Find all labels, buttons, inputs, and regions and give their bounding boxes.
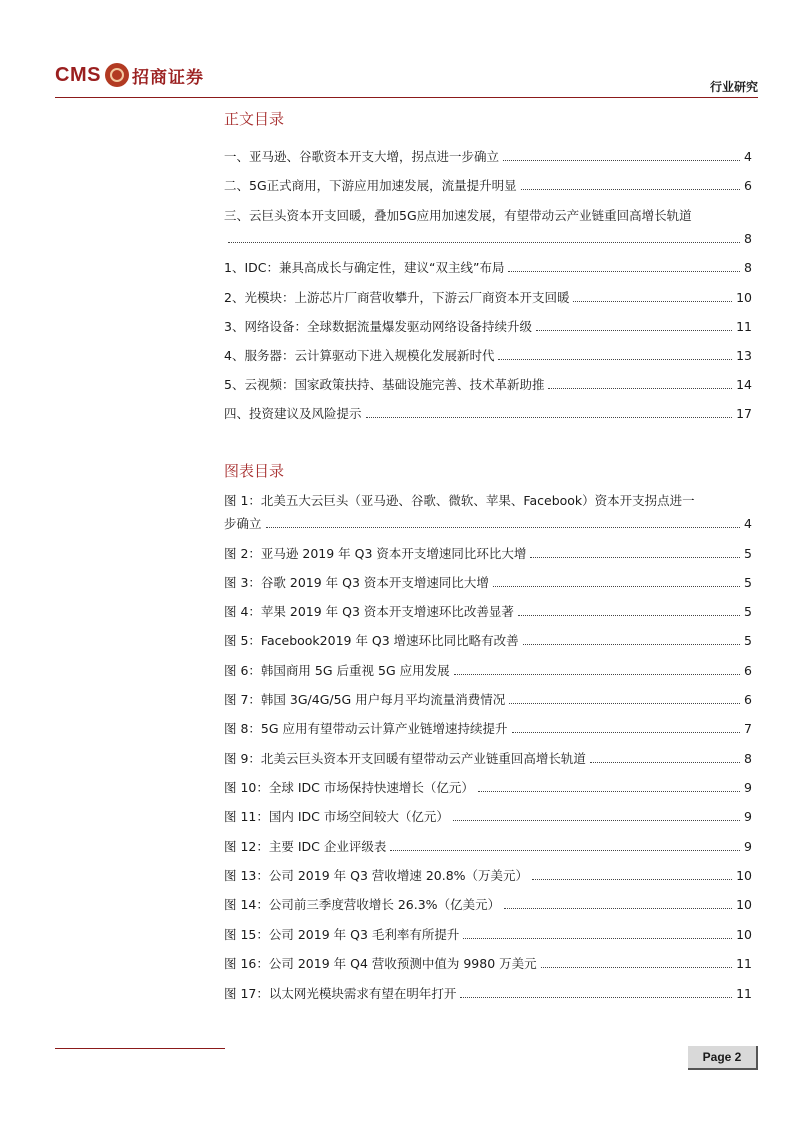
figure-entry[interactable] bbox=[224, 838, 752, 856]
figure-entry[interactable] bbox=[224, 662, 752, 680]
figure-entry[interactable] bbox=[224, 985, 752, 1003]
figure-entry[interactable] bbox=[224, 896, 752, 914]
toc-entry-text: 四、投资建议及风险提示 bbox=[224, 406, 362, 421]
figure-entry-text: 图 9：北美云巨头资本开支回暖有望带动云产业链重回高增长轨道 bbox=[224, 751, 586, 766]
figure-entry-text: 图 15：公司 2019 年 Q3 毛利率有所提升 bbox=[224, 927, 460, 942]
dot-leader bbox=[523, 643, 740, 645]
dot-leader bbox=[266, 526, 741, 528]
toc-entry[interactable] bbox=[224, 405, 752, 423]
figure-entry-page: 10 bbox=[736, 927, 752, 942]
figure-entry[interactable] bbox=[224, 867, 752, 885]
figure-entry[interactable] bbox=[224, 926, 752, 944]
toc-entry[interactable] bbox=[224, 289, 752, 307]
figure-entry-text: 步确立 bbox=[224, 516, 262, 531]
figures-title: 图表目录 bbox=[224, 462, 285, 480]
dot-leader bbox=[498, 358, 732, 360]
figure-entry-text: 图 17：以太网光模块需求有望在明年打开 bbox=[224, 986, 457, 1001]
dot-leader bbox=[504, 907, 732, 909]
toc-entry-text: 一、亚马逊、谷歌资本开支大增，拐点进一步确立 bbox=[224, 149, 500, 164]
figure-entry-page: 9 bbox=[744, 780, 752, 795]
figure-entry[interactable] bbox=[224, 750, 752, 768]
figure-entry-text: 图 1：北美五大云巨头（亚马逊、谷歌、微软、苹果、Facebook）资本开支拐点进一 bbox=[224, 493, 695, 508]
dot-leader bbox=[573, 300, 732, 302]
figure-entry[interactable] bbox=[224, 603, 752, 621]
dot-leader bbox=[508, 270, 740, 272]
figure-entry-page: 5 bbox=[744, 604, 752, 619]
figure-entry-page: 8 bbox=[744, 751, 752, 766]
toc-entry[interactable] bbox=[224, 207, 752, 225]
toc-entry[interactable] bbox=[224, 376, 752, 394]
toc-entry-page: 11 bbox=[736, 319, 752, 334]
toc-entry-text: 三、云巨头资本开支回暖，叠加5G应用加速发展，有望带动云产业链重回高增长轨道 bbox=[224, 208, 692, 223]
dot-leader bbox=[536, 329, 732, 331]
logo-seal-icon bbox=[105, 63, 129, 87]
dot-leader bbox=[454, 673, 740, 675]
figure-entry-text: 图 8：5G 应用有望带动云计算产业链增速持续提升 bbox=[224, 721, 508, 736]
figure-entry-page: 5 bbox=[744, 633, 752, 648]
figure-entry-text: 图 13：公司 2019 年 Q3 营收增速 20.8%（万美元） bbox=[224, 868, 529, 883]
toc-entry[interactable] bbox=[224, 230, 752, 248]
toc-entry-text: 1、IDC：兼具高成长与确定性，建议“双主线”布局 bbox=[224, 260, 505, 275]
figure-entry-text: 图 12：主要 IDC 企业评级表 bbox=[224, 839, 387, 854]
toc-entry[interactable] bbox=[224, 177, 752, 195]
toc-entry-text: 4、服务器：云计算驱动下进入规模化发展新时代 bbox=[224, 348, 495, 363]
dot-leader bbox=[478, 790, 740, 792]
figure-entry-page: 9 bbox=[744, 809, 752, 824]
section-label: 行业研究 bbox=[709, 80, 758, 94]
toc-entry-page: 17 bbox=[736, 406, 752, 421]
figure-entry-text: 图 6：韩国商用 5G 后重视 5G 应用发展 bbox=[224, 663, 450, 678]
toc-entry-text: 二、5G正式商用，下游应用加速发展，流量提升明显 bbox=[224, 178, 517, 193]
toc-entry[interactable] bbox=[224, 259, 752, 277]
figure-entry-text: 图 7：韩国 3G/4G/5G 用户每月平均流量消费情况 bbox=[224, 692, 506, 707]
header-divider bbox=[55, 97, 758, 98]
figure-entry-page: 10 bbox=[736, 868, 752, 883]
dot-leader bbox=[521, 188, 740, 190]
page-header bbox=[55, 58, 758, 98]
figure-entry-text: 图 5：Facebook2019 年 Q3 增速环比同比略有改善 bbox=[224, 633, 519, 648]
figure-entry-text: 图 14：公司前三季度营收增长 26.3%（亿美元） bbox=[224, 897, 501, 912]
figure-entry-page: 5 bbox=[744, 546, 752, 561]
figure-entry[interactable] bbox=[224, 574, 752, 592]
figure-entry-text: 图 16：公司 2019 年 Q4 营收预测中值为 9980 万美元 bbox=[224, 956, 537, 971]
dot-leader bbox=[512, 731, 741, 733]
toc-title: 正文目录 bbox=[224, 110, 285, 128]
toc-entry-page: 13 bbox=[736, 348, 752, 363]
toc-entry-page: 6 bbox=[744, 178, 752, 193]
dot-leader bbox=[532, 878, 732, 880]
toc-entry-text: 3、网络设备：全球数据流量爆发驱动网络设备持续升级 bbox=[224, 319, 532, 334]
dot-leader bbox=[518, 614, 740, 616]
figure-entry-page: 6 bbox=[744, 663, 752, 678]
figure-entry[interactable] bbox=[224, 632, 752, 650]
logo-chinese-text: 招商证券 bbox=[131, 67, 204, 88]
figure-entry-page: 7 bbox=[744, 721, 752, 736]
toc-entry[interactable] bbox=[224, 347, 752, 365]
dot-leader bbox=[493, 585, 740, 587]
toc-entry-page: 8 bbox=[744, 231, 752, 246]
dot-leader bbox=[228, 241, 740, 243]
dot-leader bbox=[590, 761, 740, 763]
footer-divider bbox=[55, 1048, 225, 1049]
figure-entry[interactable] bbox=[224, 545, 752, 563]
dot-leader bbox=[390, 849, 740, 851]
figure-entry[interactable] bbox=[224, 720, 752, 738]
dot-leader bbox=[541, 966, 732, 968]
figure-entry-page: 5 bbox=[744, 575, 752, 590]
toc-entry-page: 14 bbox=[736, 377, 752, 392]
toc-entry-text: 2、光模块：上游芯片厂商营收攀升，下游云厂商资本开支回暖 bbox=[224, 290, 570, 305]
toc-entry-page: 8 bbox=[744, 260, 752, 275]
dot-leader bbox=[366, 416, 733, 418]
figure-entry-text: 图 4：苹果 2019 年 Q3 资本开支增速环比改善显著 bbox=[224, 604, 514, 619]
dot-leader bbox=[460, 996, 732, 998]
figure-entry-page: 4 bbox=[744, 516, 752, 531]
company-logo bbox=[55, 60, 204, 90]
toc-entry[interactable] bbox=[224, 318, 752, 336]
page-number-badge: Page 2 bbox=[688, 1046, 758, 1070]
logo-latin-text: CMS bbox=[55, 63, 101, 86]
toc-entry-page: 10 bbox=[736, 290, 752, 305]
figure-entry-page: 11 bbox=[736, 986, 752, 1001]
figure-entry[interactable] bbox=[224, 955, 752, 973]
dot-leader bbox=[509, 702, 740, 704]
dot-leader bbox=[463, 937, 732, 939]
toc-entry[interactable] bbox=[224, 148, 752, 166]
toc-entry-text: 5、云视频：国家政策扶持、基础设施完善、技术革新助推 bbox=[224, 377, 545, 392]
figure-entry-text: 图 2：亚马逊 2019 年 Q3 资本开支增速同比环比大增 bbox=[224, 546, 527, 561]
figure-entry[interactable] bbox=[224, 515, 752, 533]
figure-entry-page: 11 bbox=[736, 956, 752, 971]
figure-entry-page: 6 bbox=[744, 692, 752, 707]
figure-entry-page: 10 bbox=[736, 897, 752, 912]
figure-entry-text: 图 10：全球 IDC 市场保持快速增长（亿元） bbox=[224, 780, 474, 795]
figure-entry-text: 图 3：谷歌 2019 年 Q3 资本开支增速同比大增 bbox=[224, 575, 489, 590]
figure-entry[interactable] bbox=[224, 691, 752, 709]
figure-entry-page: 9 bbox=[744, 839, 752, 854]
toc-entry-page: 4 bbox=[744, 149, 752, 164]
figure-entry[interactable] bbox=[224, 808, 752, 826]
dot-leader bbox=[548, 387, 732, 389]
dot-leader bbox=[530, 556, 740, 558]
figure-entry[interactable] bbox=[224, 492, 752, 510]
figure-entry-text: 图 11：国内 IDC 市场空间较大（亿元） bbox=[224, 809, 449, 824]
dot-leader bbox=[503, 159, 740, 161]
figure-entry[interactable] bbox=[224, 779, 752, 797]
dot-leader bbox=[453, 819, 740, 821]
